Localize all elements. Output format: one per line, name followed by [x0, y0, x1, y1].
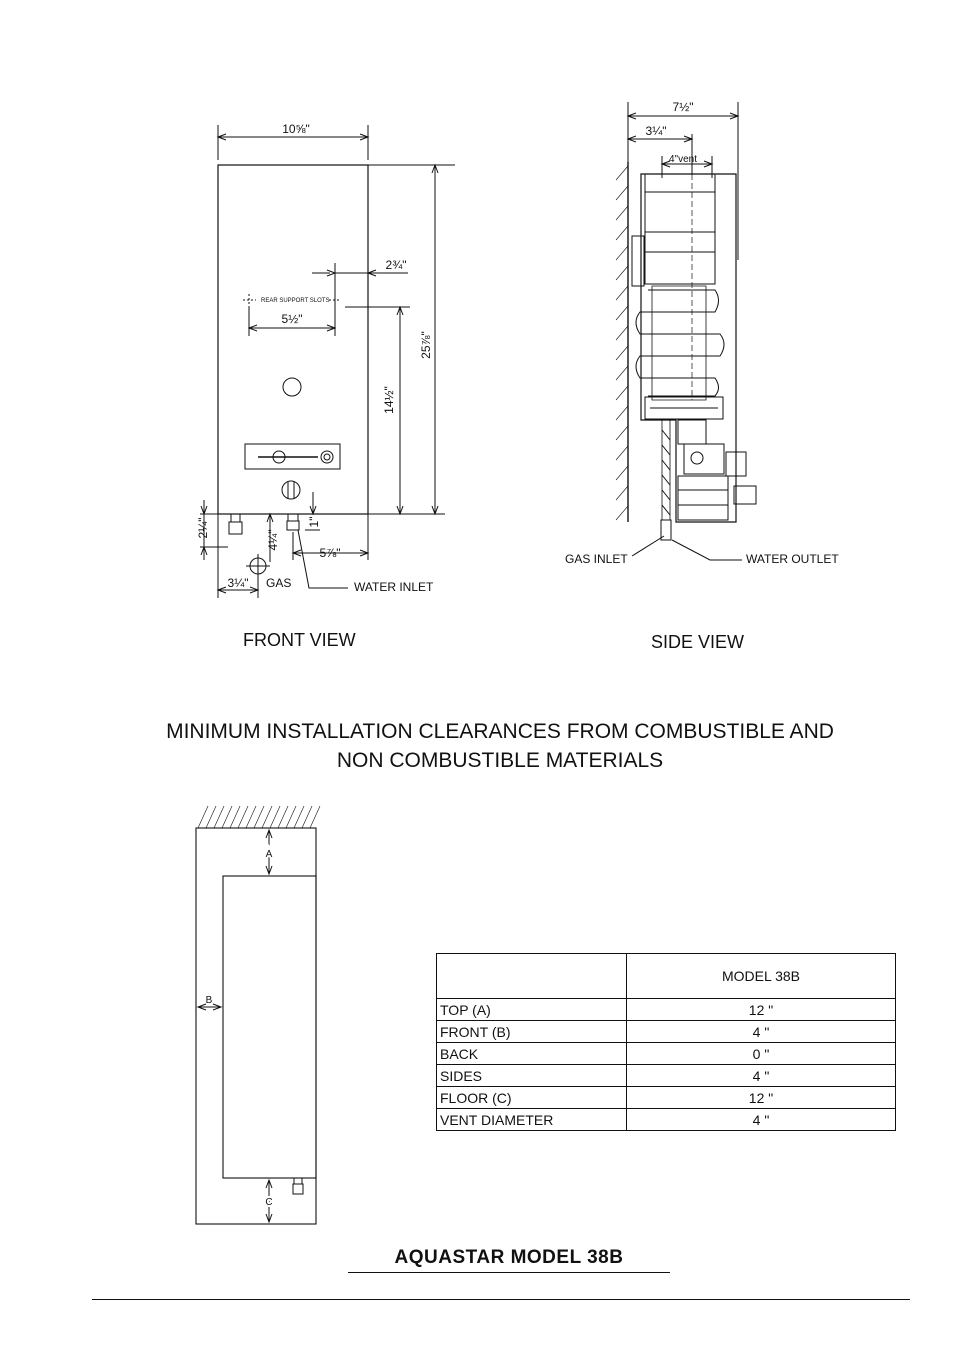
footer-title-underline — [348, 1272, 670, 1273]
clearance-heading-line2: NON COMBUSTIBLE MATERIALS — [336, 749, 664, 772]
dim-gas-offset: 3¼" — [227, 576, 249, 590]
dim-water-height: 1" — [307, 516, 321, 528]
page-bottom-rule — [92, 1299, 910, 1300]
clearance-table — [436, 953, 896, 1131]
dim-vent: 4"vent — [668, 154, 698, 165]
dim-height: 25⅞" — [419, 331, 433, 359]
label-gas: GAS — [266, 576, 292, 590]
row-value: 0 " — [627, 1043, 896, 1065]
dim-vent-center: 3¼" — [645, 124, 667, 138]
table-header-row — [437, 954, 896, 999]
dim-depth: 7½" — [672, 100, 694, 114]
row-value: 4 " — [627, 1065, 896, 1087]
table-column-header: MODEL 38B — [627, 954, 896, 999]
clearance-enclosure — [196, 828, 316, 1224]
table-row — [437, 1021, 896, 1043]
dim-water-offset: 5⅞" — [319, 546, 341, 560]
footer-model-title: AQUASTAR MODEL 38B — [394, 1247, 624, 1268]
side-view-caption: SIDE VIEW — [651, 632, 745, 652]
table-row — [437, 1109, 896, 1131]
clearance-heater-outline — [223, 876, 316, 1178]
dim-slot-spacing: 5½" — [281, 312, 303, 326]
flue-hood — [645, 174, 715, 284]
table-row — [437, 1087, 896, 1109]
table-row — [437, 1043, 896, 1065]
clearance-heading-line1: MINIMUM INSTALLATION CLEARANCES FROM COMBUSTIBLE AND — [166, 720, 834, 743]
row-label: TOP (A) — [437, 999, 627, 1021]
label-c: C — [265, 1197, 273, 1208]
label-slots: REAR SUPPORT SLOTS — [261, 298, 330, 304]
row-label: FLOOR (C) — [437, 1087, 627, 1109]
gas-valve — [684, 444, 724, 474]
label-a: A — [265, 849, 273, 860]
row-label: FRONT (B) — [437, 1021, 627, 1043]
front-view-caption: FRONT VIEW — [243, 630, 356, 650]
row-value: 4 " — [627, 1109, 896, 1131]
label-gas-inlet: GAS INLET — [565, 552, 628, 566]
table-corner-cell — [437, 954, 627, 999]
row-label: SIDES — [437, 1065, 627, 1087]
water-valve — [678, 476, 728, 520]
dim-gas-height: 4¼" — [266, 529, 280, 551]
label-b: B — [205, 995, 213, 1006]
label-water-inlet: WATER INLET — [354, 580, 434, 594]
row-value: 4 " — [627, 1021, 896, 1043]
label-water-outlet: WATER OUTLET — [746, 552, 839, 566]
dim-bottom-left: 2¼" — [196, 517, 210, 539]
row-label: VENT DIAMETER — [437, 1109, 627, 1131]
row-label: BACK — [437, 1043, 627, 1065]
dim-slot-height: 14½" — [382, 386, 396, 414]
table-row — [437, 1065, 896, 1087]
clearance-diagram — [0, 790, 400, 1240]
row-value: 12 " — [627, 1087, 896, 1109]
heat-exchanger — [636, 290, 724, 396]
heater-side-casing — [641, 174, 736, 522]
dim-width: 10⅝" — [282, 122, 310, 136]
table-row — [437, 999, 896, 1021]
row-value: 12 " — [627, 999, 896, 1021]
dim-right-offset: 2¾" — [385, 258, 407, 272]
